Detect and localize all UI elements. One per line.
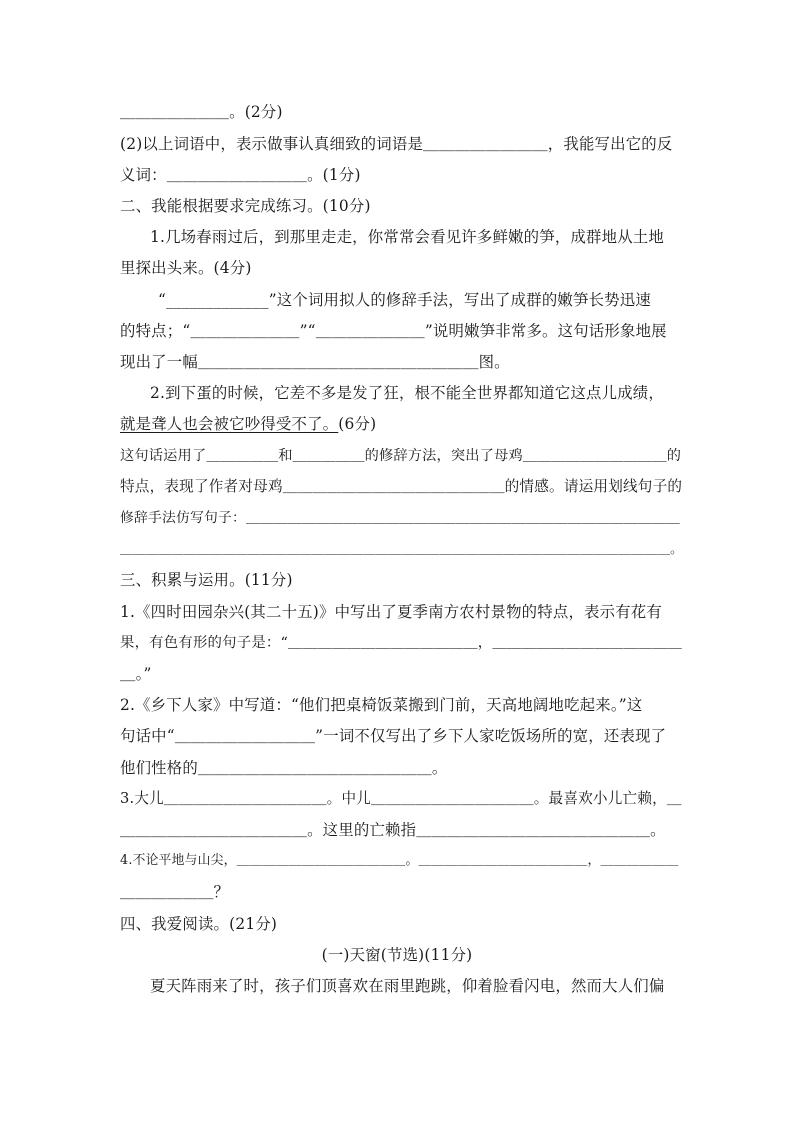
text-line: ＿＿＿＿＿＿＿。(2分) [120, 103, 283, 121]
question-text: 1.几场春雨过后，到那里走走，你常常会看见许多鲜嫩的笋，成群地从土地 [150, 228, 664, 246]
score-label: (6分) [338, 415, 377, 433]
section-heading: 二、我能根据要求完成练习。(10分) [120, 197, 371, 215]
text-line: 句话中“＿＿＿＿＿＿＿＿＿”一词不仅写出了乡下人家吃饭场所的宽，还表现了 [120, 727, 667, 745]
underlined-sentence: 就是聋人也会被它吵得受不了。 [120, 415, 339, 433]
question-text: 2.《乡下人家》中写道：“他们把桌椅饭菜搬到门前，天高地阔地吃起来。”这 [120, 696, 643, 714]
text-line: ＿＿＿＿＿＿？ [120, 883, 230, 901]
text-line: 特点，表现了作者对母鸡＿＿＿＿＿＿＿＿＿＿＿＿＿＿＿的情感。请运用划线句子的 [120, 478, 683, 495]
text-line: 的特点；“＿＿＿＿＿＿＿”“＿＿＿＿＿＿＿”说明嫩笋非常多。这句话形象地展 [120, 322, 667, 340]
section-heading: 四、我爱阅读。(21分) [120, 915, 278, 933]
question-text: 3.大儿＿＿＿＿＿＿＿＿＿＿＿。中儿＿＿＿＿＿＿＿＿＿＿＿。最喜欢小儿亡赖，＿ [120, 790, 682, 807]
question-text: 1.《四时田园杂兴(其二十五)》中写出了夏季南方农村景物的特点，表示有花有 [120, 603, 662, 621]
text-line: (2)以上词语中，表示做事认真细致的词语是＿＿＿＿＿＿＿＿，我能写出它的反 [120, 135, 673, 153]
underlined-sentence-line [120, 413, 376, 435]
text-line: ＿＿＿＿＿＿＿＿＿＿＿＿。这里的亡赖指＿＿＿＿＿＿＿＿＿＿＿＿＿＿＿。 [120, 821, 666, 839]
text-line: 里探出头来。(4分) [120, 259, 252, 277]
passage-title: (一)天窗(节选)(11分) [321, 946, 473, 964]
question-text: 4.不论平地与山尖，＿＿＿＿＿＿＿＿＿＿＿＿＿。＿＿＿＿＿＿＿＿＿＿＿＿＿，＿＿＿＿＿＿ [120, 853, 679, 868]
text-line: 这句话运用了＿＿＿＿＿和＿＿＿＿＿的修辞方法，突出了母鸡＿＿＿＿＿＿＿＿＿＿的 [120, 448, 682, 464]
passage-text: 夏天阵雨来了时，孩子们顶喜欢在雨里跑跳，仰着脸看闪电，然而大人们偏 [150, 977, 665, 995]
text-line: 现出了一幅＿＿＿＿＿＿＿＿＿＿＿＿＿＿＿＿＿＿图。 [120, 353, 510, 371]
text-line: ＿＿＿＿＿＿＿＿＿＿＿＿＿＿＿＿＿＿＿＿＿＿＿＿＿＿＿＿＿＿＿＿＿＿＿＿＿＿＿＿＿＿＿。 [120, 541, 683, 556]
question-text: 2.到下蛋的时候，它差不多是发了狂，根不能全世界都知道它这点儿成绩， [150, 384, 664, 402]
text-line: “_____________”这个词用拟人的修辞手法，写出了成群的嫩笋长势迅速 [158, 291, 651, 309]
text-line: 义词：＿＿＿＿＿＿＿＿＿。(1分) [120, 166, 361, 184]
text-line: 果，有色有形的句子是：“＿＿＿＿＿＿＿＿＿＿＿＿＿，＿＿＿＿＿＿＿＿＿＿＿＿＿ [120, 635, 683, 651]
section-heading: 三、积累与运用。(11分) [120, 571, 293, 589]
text-line: 他们性格的＿＿＿＿＿＿＿＿＿＿＿＿＿＿＿。 [120, 759, 448, 777]
text-line: ＿。” [120, 665, 152, 683]
text-line: 修辞手法仿写句子：＿＿＿＿＿＿＿＿＿＿＿＿＿＿＿＿＿＿＿＿＿＿＿＿＿＿＿＿＿＿＿ [120, 510, 680, 526]
